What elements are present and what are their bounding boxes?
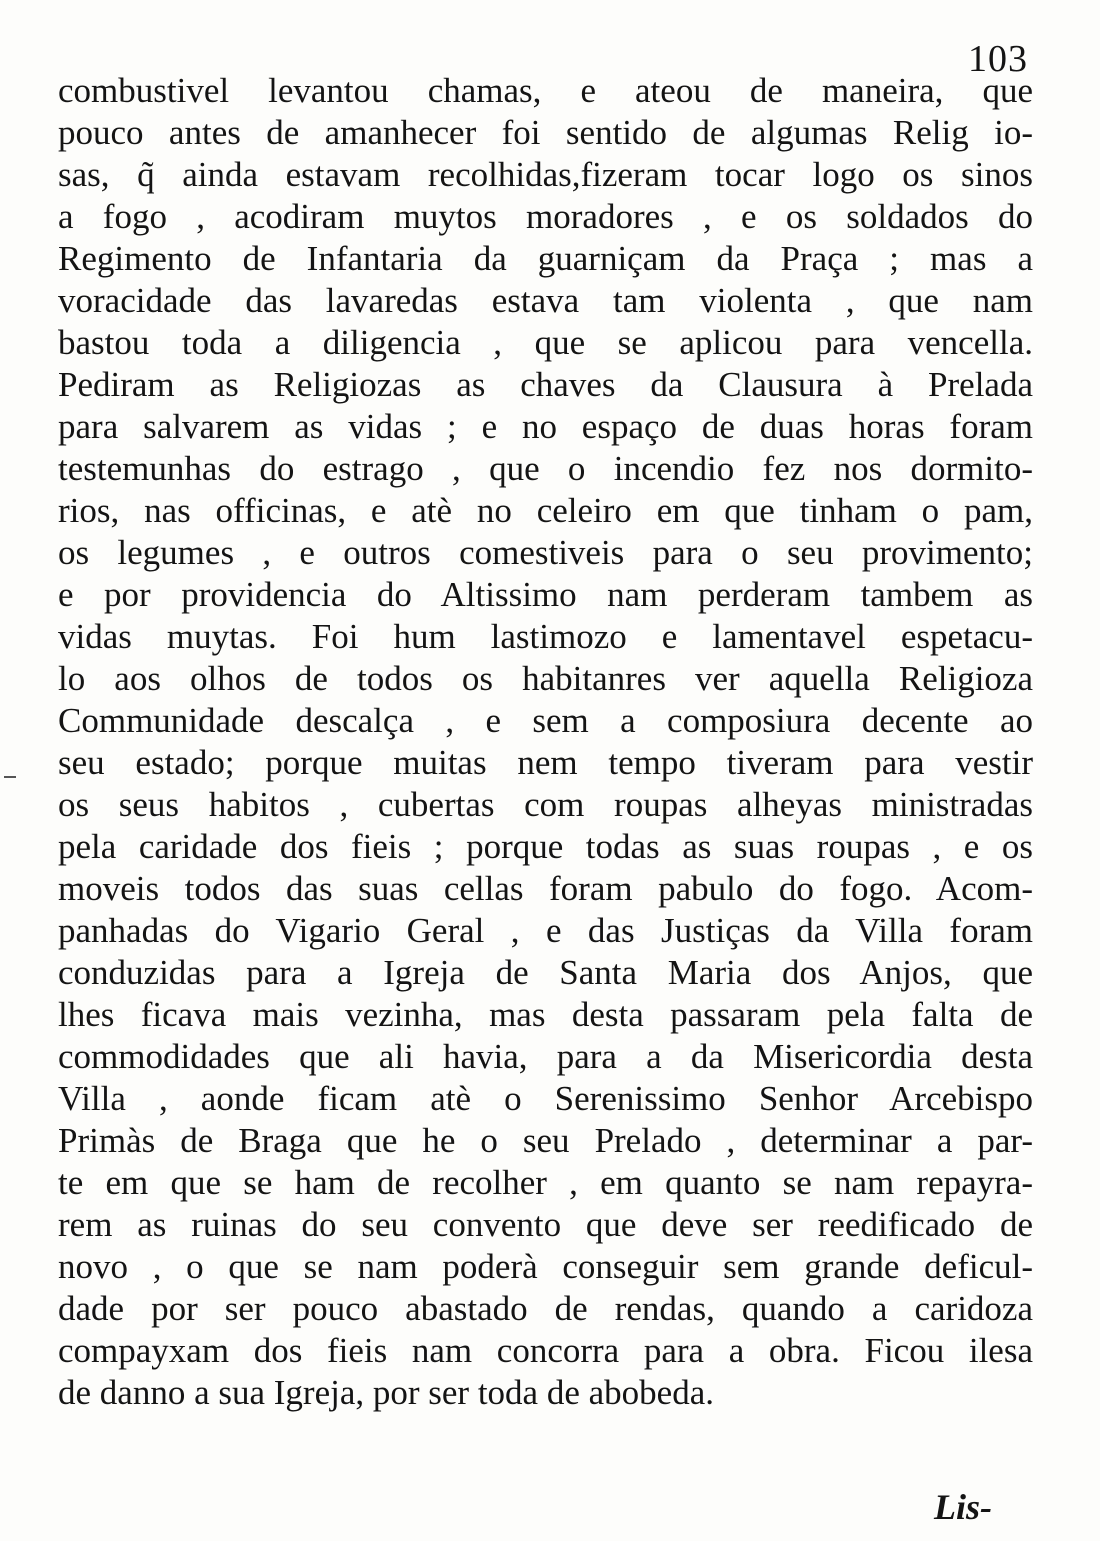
text-line: panhadas do Vigario Geral , e das Justiças da Villa foram xyxy=(58,911,1033,950)
text-line: pouco antes de amanhecer foi sentido de algumas Relig io- xyxy=(58,113,1033,152)
text-line: rios, nas officinas, e atè no celeiro em que tinham o pam, xyxy=(58,491,1033,530)
text-line: novo , o que se nam poderà conseguir sem grande deficul- xyxy=(58,1247,1033,1286)
text-line: e por providencia do Altissimo nam perderam tambem as xyxy=(58,575,1033,614)
text-line: voracidade das lavaredas estava tam violenta , que nam xyxy=(58,281,1033,320)
text-line: rem as ruinas do seu convento que deve ser reedificado de xyxy=(58,1205,1033,1244)
body-text xyxy=(58,70,1033,1414)
margin-mark xyxy=(4,776,16,778)
catchword: Lis- xyxy=(934,1487,992,1527)
page-number: 103 xyxy=(968,38,1028,80)
text-line: Communidade descalça , e sem a composiura decente ao xyxy=(58,701,1033,740)
text-line: a fogo , acodiram muytos moradores , e os soldados do xyxy=(58,197,1033,236)
text-line: commodidades que ali havia, para a da Misericordia desta xyxy=(58,1037,1033,1076)
text-line: Primàs de Braga que he o seu Prelado , determinar a par- xyxy=(58,1121,1033,1160)
text-line: testemunhas do estrago , que o incendio fez nos dormito- xyxy=(58,449,1033,488)
text-line: os legumes , e outros comestiveis para o seu provimento; xyxy=(58,533,1033,572)
text-line: lhes ficava mais vezinha, mas desta passaram pela falta de xyxy=(58,995,1033,1034)
text-line: vidas muytas. Foi hum lastimozo e lamentavel espetacu- xyxy=(58,617,1033,656)
text-line: moveis todos das suas cellas foram pabulo do fogo. Acom- xyxy=(58,869,1033,908)
text-line: combustivel levantou chamas, e ateou de maneira, que xyxy=(58,71,1033,110)
text-line: compayxam dos fieis nam concorra para a obra. Ficou ilesa xyxy=(58,1331,1033,1370)
text-line: os seus habitos , cubertas com roupas alheyas ministradas xyxy=(58,785,1033,824)
text-line: Regimento de Infantaria da guarniçam da Praça ; mas a xyxy=(58,239,1033,278)
text-line: seu estado; porque muitas nem tempo tiveram para vestir xyxy=(58,743,1033,782)
text-line: te em que se ham de recolher , em quanto se nam repayra- xyxy=(58,1163,1033,1202)
text-line: lo aos olhos de todos os habitanres ver aquella Religioza xyxy=(58,659,1033,698)
text-line: para salvarem as vidas ; e no espaço de duas horas foram xyxy=(58,407,1033,446)
text-line: Villa , aonde ficam atè o Serenissimo Senhor Arcebispo xyxy=(58,1079,1033,1118)
text-line: conduzidas para a Igreja de Santa Maria dos Anjos, que xyxy=(58,953,1033,992)
text-line: pela caridade dos fieis ; porque todas as suas roupas , e os xyxy=(58,827,1033,866)
text-line: dade por ser pouco abastado de rendas, quando a caridoza xyxy=(58,1289,1033,1328)
text-line: sas, q̃ ainda estavam recolhidas,fizeram tocar logo os sinos xyxy=(58,155,1033,194)
text-line: bastou toda a diligencia , que se aplicou para vencella. xyxy=(58,323,1033,362)
text-line: de danno a sua Igreja, por ser toda de abobeda. xyxy=(58,1373,714,1412)
text-line: Pediram as Religiozas as chaves da Clausura à Prelada xyxy=(58,365,1033,404)
